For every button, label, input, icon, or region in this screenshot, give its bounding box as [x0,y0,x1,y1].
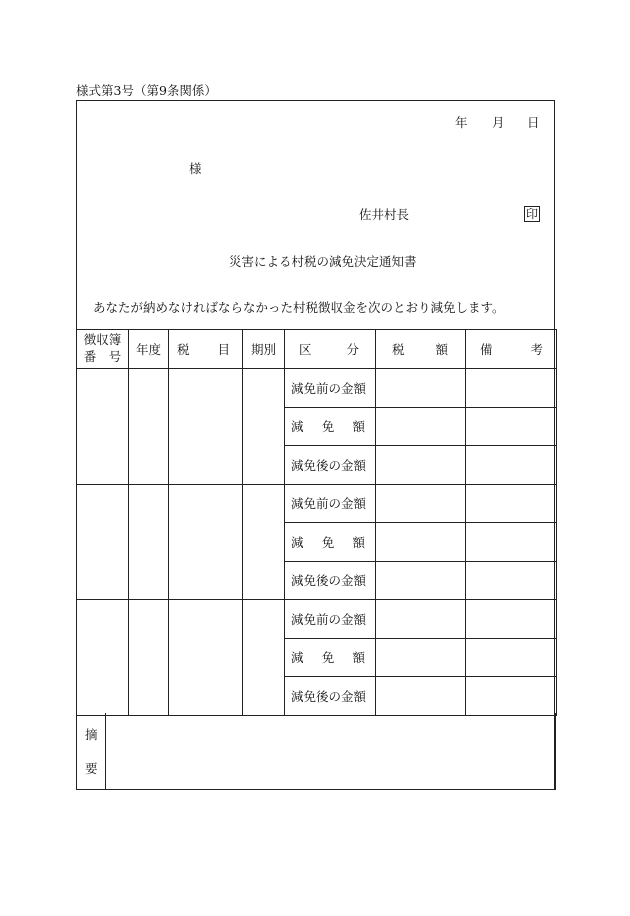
header-category: 区 分 [285,330,376,369]
issuer-name: 佐井村長 [359,207,410,222]
period-cell [243,484,285,600]
seal-text: 印 [526,207,539,221]
summary-label-top: 摘 [85,727,98,742]
row-label-after: 減免後の金額 [285,561,376,600]
header-remarks: 備 考 [466,330,557,369]
reduction-table [76,329,557,716]
year-cell [129,369,169,485]
year-cell [129,484,169,600]
date-month-label: 月 [492,115,505,130]
remarks-cell [466,523,557,562]
header-year: 年度 [129,330,169,369]
remarks-cell [466,677,557,716]
table-row [77,484,557,523]
amount-cell [376,407,466,446]
document-title: 災害による村税の減免決定通知書 [229,254,417,269]
tax-item-cell [169,484,243,600]
seal-mark [524,208,540,221]
year-cell [129,600,169,716]
row-label-after: 減免後の金額 [285,446,376,485]
remarks-cell [466,446,557,485]
header-ledger-line1: 徴収簿 [83,332,122,348]
amount-cell [376,561,466,600]
header-period: 期別 [243,330,285,369]
header-tax-item: 税 目 [169,330,243,369]
addressee-suffix: 様 [189,161,202,176]
date-day-label: 日 [527,115,540,130]
remarks-cell [466,561,557,600]
row-label-reduction: 減 免 額 [285,407,376,446]
remarks-cell [466,600,557,639]
date-year-label: 年 [455,115,468,130]
ledger-number-cell [77,600,129,716]
amount-cell [376,369,466,408]
tax-item-cell [169,369,243,485]
period-cell [243,600,285,716]
row-label-reduction: 減 免 額 [285,638,376,677]
table-row [77,600,557,639]
amount-cell [376,523,466,562]
amount-cell [376,677,466,716]
header-ledger-line2: 番 号 [83,349,122,364]
tax-item-cell [169,600,243,716]
row-label-reduction: 減 免 額 [285,523,376,562]
table-row [77,369,557,408]
body-text: あなたが納めなければならなかった村税徴収金を次のとおり減免します。 [93,300,505,315]
summary-label-cell [77,713,106,789]
row-label-before: 減免前の金額 [285,369,376,408]
header-ledger-number [77,330,129,369]
summary-label-bottom: 要 [85,761,98,776]
summary-section [76,713,556,790]
amount-cell [376,638,466,677]
row-label-before: 減免前の金額 [285,600,376,639]
remarks-cell [466,638,557,677]
ledger-number-cell [77,484,129,600]
remarks-cell [466,369,557,408]
header-tax-amount: 税 額 [376,330,466,369]
amount-cell [376,446,466,485]
period-cell [243,369,285,485]
row-label-before: 減免前の金額 [285,484,376,523]
row-label-after: 減免後の金額 [285,677,376,716]
remarks-cell [466,407,557,446]
ledger-number-cell [77,369,129,485]
amount-cell [376,600,466,639]
table-header-row [77,330,557,369]
form-number-label: 様式第3号（第9条関係） [76,83,217,98]
remarks-cell [466,484,557,523]
amount-cell [376,484,466,523]
